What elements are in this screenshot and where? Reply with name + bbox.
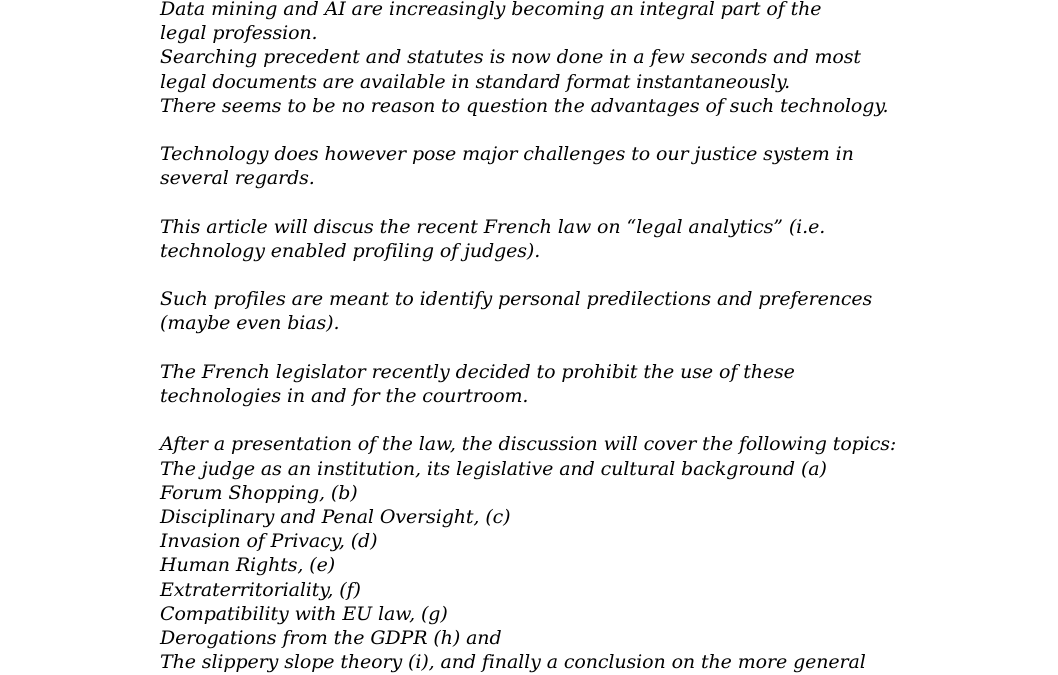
text-line: The French legislator recently decided to prohibit the use of these [160,360,795,383]
document-body [160,0,1040,674]
topic-item: Extraterritoriality, (f) [160,578,361,601]
topic-item: The slippery slope theory (i), and finally a conclusion on the more general [160,651,866,674]
topic-item: Invasion of Privacy, (d) [160,530,378,553]
text-line: technologies in and for the courtroom. [160,385,529,407]
blank-line [160,408,1040,432]
blank-line [160,118,1040,142]
blank-line [160,263,1040,287]
blank-line [160,336,1040,360]
text-line: technology enabled profiling of judges). [160,239,541,262]
text-line: There seems to be no reason to question the advantages of such technology. [160,94,889,117]
text-line: legal profession. [160,22,318,45]
topic-item: The judge as an institution, its legislative and cultural background (a) [160,457,827,480]
topic-item: Human Rights, (e) [160,554,336,577]
text-line: This article will discus the recent French law on “legal analytics” (i.e. [160,215,826,238]
topic-item: Compatibility with EU law, (g) [160,602,448,625]
text-line: Such profiles are meant to identify personal predilections and preferences [160,288,873,311]
text-line: several regards. [160,167,315,190]
text-line: After a presentation of the law, the discussion will cover the following topics: [160,433,897,456]
topic-item: Forum Shopping, (b) [160,481,358,504]
text-line: legal documents are available in standard format instantaneously. [160,70,791,93]
text-line: Technology does however pose major challenges to our justice system in [160,143,854,166]
topic-item: Derogations from the GDPR (h) and [160,626,502,649]
blank-line [160,191,1040,215]
topic-item: Disciplinary and Penal Oversight, (c) [160,505,511,528]
text-line: (maybe even bias). [160,312,340,335]
text-line: Data mining and AI are increasingly becoming an integral part of the [160,0,822,20]
text-line: Searching precedent and statutes is now done in a few seconds and most [160,46,861,69]
